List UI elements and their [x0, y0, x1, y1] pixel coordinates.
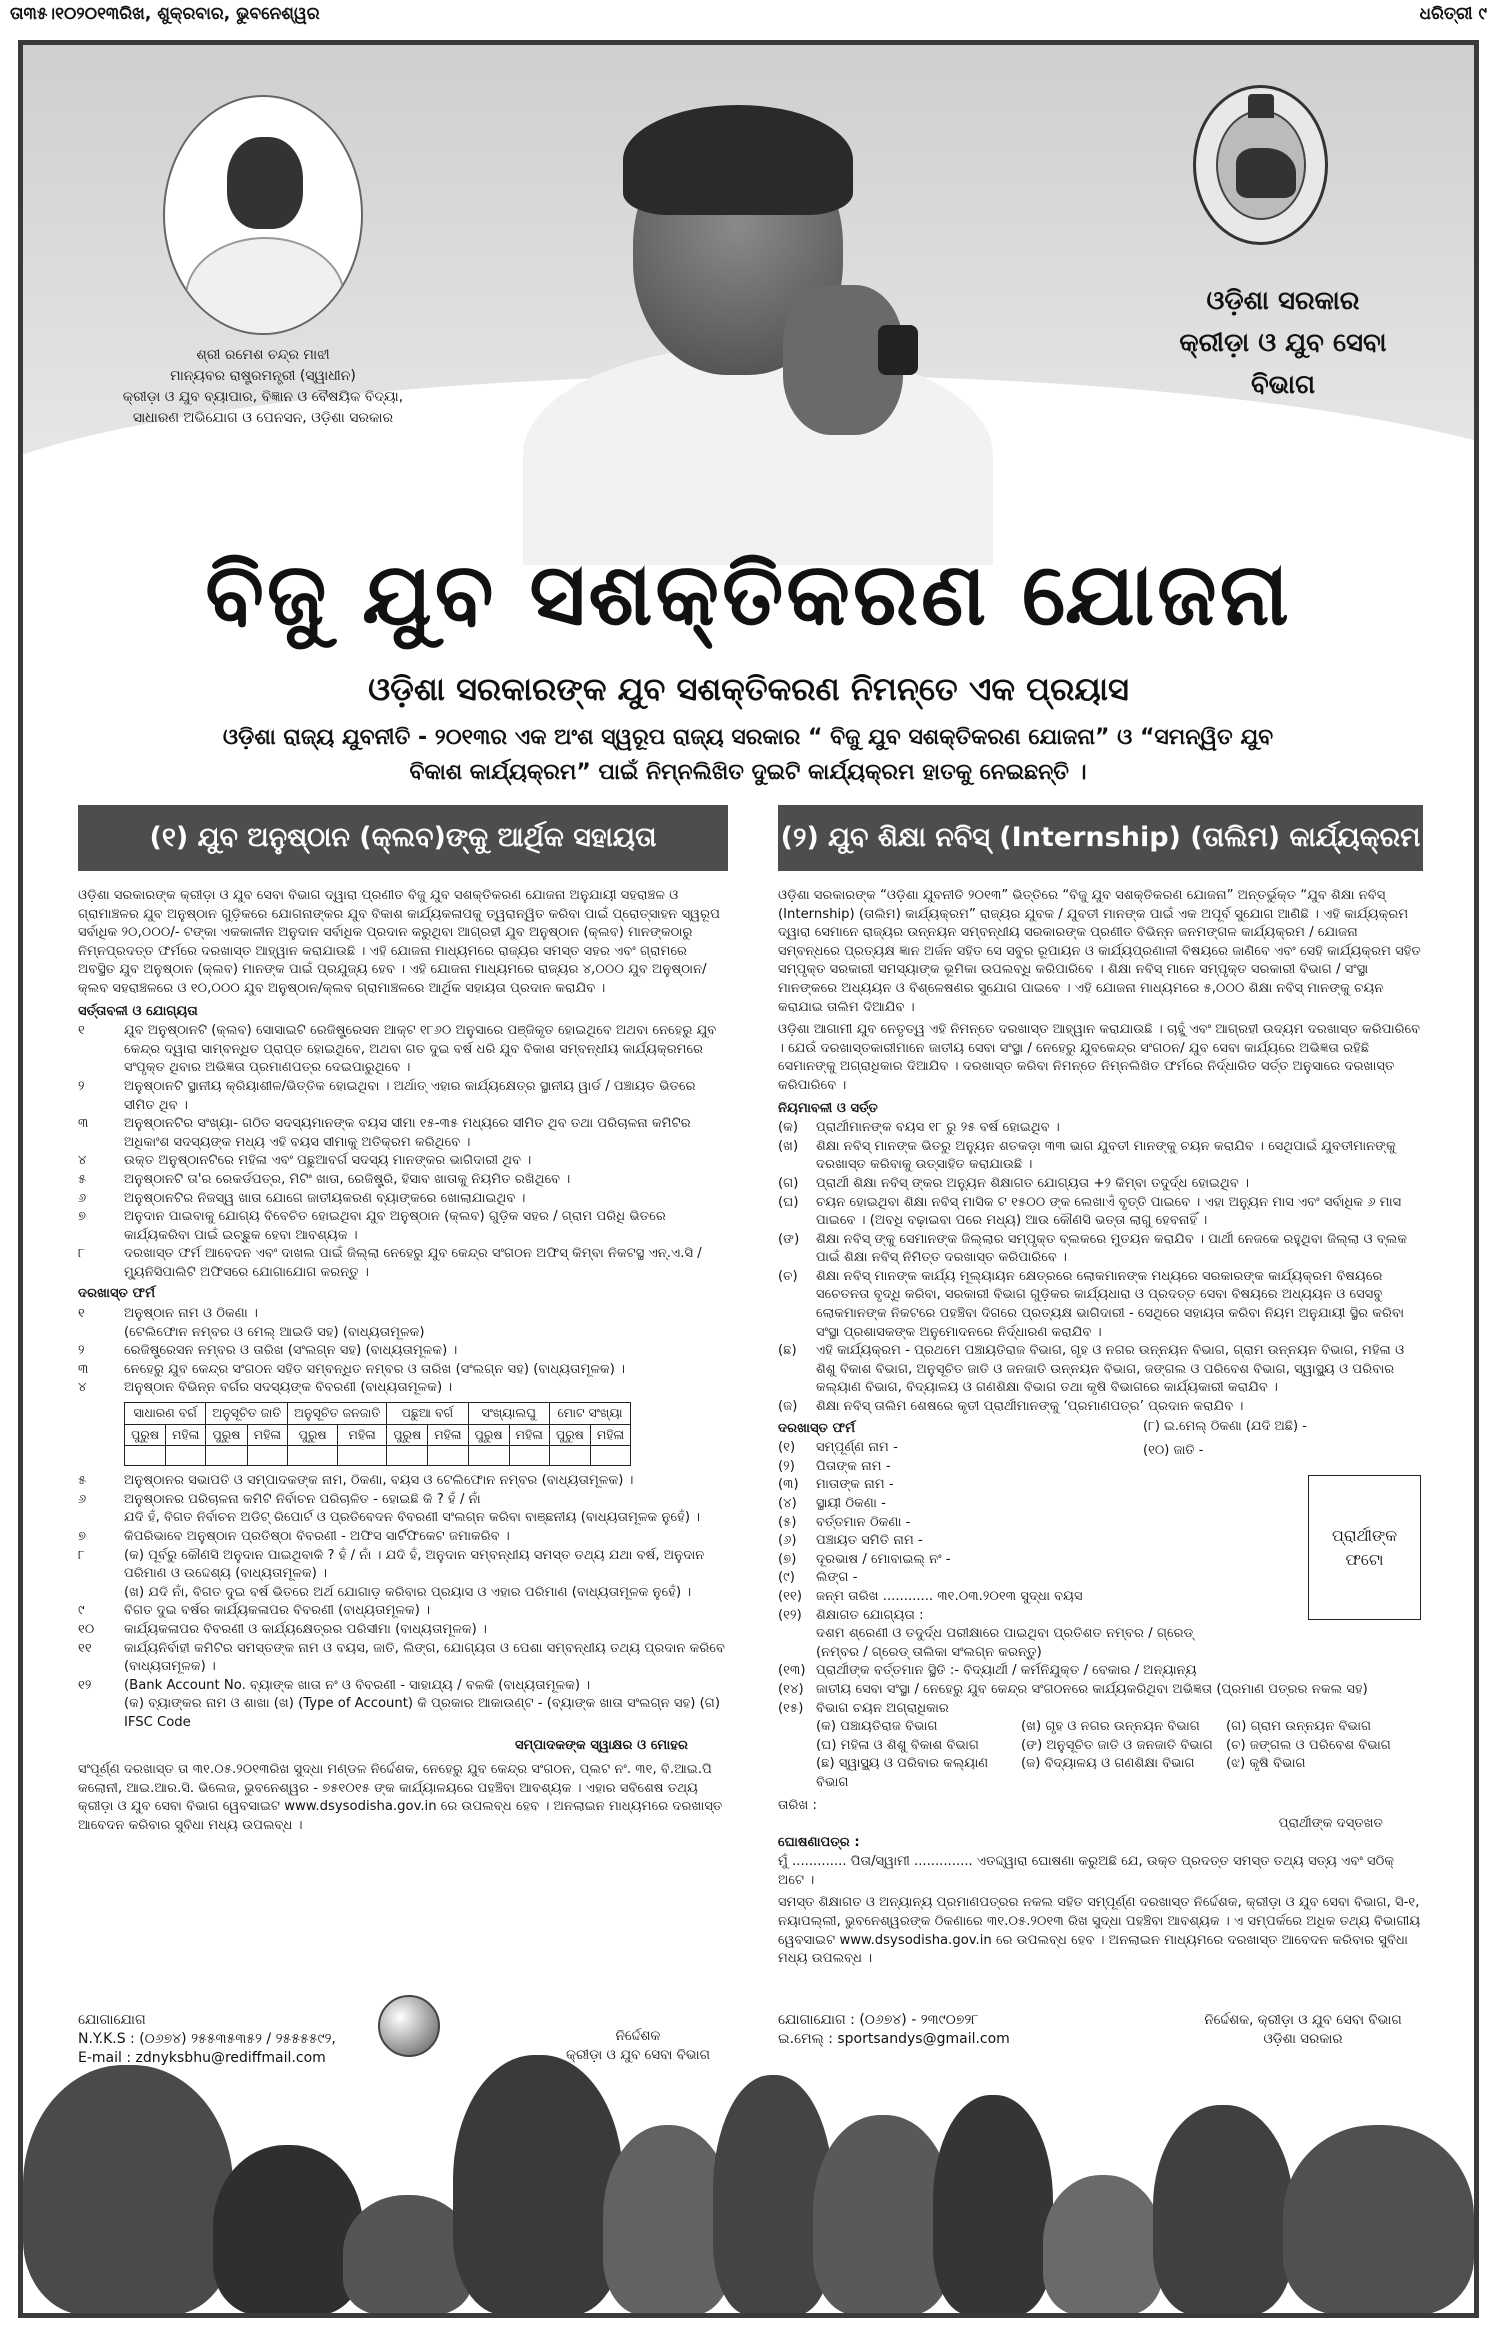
- item-text: ଶିକ୍ଷା ନବିସ୍ ଙ୍କୁ ସେମାନଙ୍କ ଜିଲ୍ଲାର ସମ୍ପୃକ୍ତ ବ୍ଲକରେ ମୁତୟନ କରାଯିବ । ପାର୍ଥୀ ନେଜକେ ରହୁଥିବା ଜିଲ୍ଲା ଓ ବ୍ଲକ ପାଇଁ ଶିକ୍ଷା ନବିସ୍ ନିମିତ୍ତ ଦରଖାସ୍ତ କରିପାରିବେ ।: [816, 1231, 1408, 1266]
- item-text: ଦରଖାସ୍ତ ଫର୍ମ ଆବେଦନ ଏବଂ ଦାଖଲ ପାଇଁ ଜିଲ୍ଲା ନେହେରୁ ଯୁବ କେନ୍ଦ୍ର ସଂଗଠନ ଅଫିସ୍ କିମ୍ବା ନିକଟସ୍ଥ ଏନ୍.ଏ.ସି / ମ୍ୟୁନିସିପାଲିଟି ଅଫିସରେ ଯୋଗାଯୋଗ କରନ୍ତୁ ।: [124, 1246, 702, 1280]
- conditions-list: [78, 1022, 728, 1282]
- scheme-subtitle: ଓଡ଼ିଶା ସରକାରଙ୍କ ଯୁବ ସଶକ୍ତିକରଣ ନିମନ୍ତେ ଏକ ପ୍ରୟାସ: [368, 670, 1129, 708]
- form-item: [78, 1361, 728, 1380]
- odisha-emblem-icon: [1193, 85, 1328, 245]
- item-text: ଶିକ୍ଷା ନବିସ୍ ମାନଙ୍କ କାର୍ଯ୍ୟ ମୂଲ୍ୟାୟନ କ୍ଷେତ୍ରରେ ଲୋକମାନଙ୍କ ମଧ୍ୟରେ ସରକାରଙ୍କ କାର୍ଯ୍ୟକ୍ରମ ବିଷୟରେ ସଚେତନତା ବୃଦ୍ଧି କରିବା, ସରକାରୀ ବିଭାଗ ଗୁଡ଼ିକର କାର୍ଯ୍ୟଧାରା ଓ ପ୍ରଦତ୍ତ ସେବା ବିଷୟରେ ଅଧ୍ୟୟନ ଓ ସେସବୁ ଲୋକମାନଙ୍କ ନିକଟରେ ପହଞ୍ଚିବା ଦିଗରେ ପ୍ରତ୍ୟକ୍ଷ ଭାଗିଦାରୀ - ସେଥିରେ ସହାୟତା କରିବା ନିୟମ ଅନୁଯାୟୀ ସ୍ଥିର କରିବା ସଂସ୍ଥା ପ୍ରଶାସକଙ୍କ ଅନୁମୋଦନରେ ନିର୍ଦ୍ଧାରଣ କରାଯିବ ।: [816, 1268, 1405, 1340]
- item-number: ୭: [78, 1209, 87, 1225]
- newspaper-page-label: ଧରିତ୍ରୀ ୯: [1419, 4, 1487, 24]
- photo-label-1: ପ୍ରାର୍ଥୀଙ୍କ: [1331, 1525, 1398, 1545]
- contact-phone-2: ଯୋଗାଯୋଗ : (୦୬୭୪) - ୨୩୯୦୭୨୮: [778, 2012, 979, 2028]
- form-field: [778, 1681, 1423, 1700]
- newspaper-header: [0, 0, 1497, 28]
- table-cell: [288, 1446, 338, 1466]
- item-text: ଲିଙ୍ଗ -: [816, 1570, 858, 1586]
- item-text: ଦୂରଭାଷ / ମୋବାଇଲ୍ ନଂ -: [816, 1551, 951, 1567]
- item-text: ନେହେରୁ ଯୁବ କେନ୍ଦ୍ର ସଂଗଠନ ସହିତ ସମ୍ବନ୍ଧିତ ନମ୍ବର ଓ ତାରିଖ (ସଂଲଗ୍ନ ସହ) (ବାଧ୍ୟତାମୂଳକ) ।: [124, 1361, 626, 1377]
- form-item: [78, 1509, 728, 1528]
- item-number: ୧୦: [78, 1621, 95, 1637]
- item-number: (ଚ): [778, 1268, 798, 1284]
- form-field: [778, 1625, 1423, 1644]
- form-item: [78, 1547, 728, 1584]
- form-field: [778, 1458, 1423, 1477]
- item-text: ପିତାଙ୍କ ନାମ -: [816, 1458, 891, 1474]
- declaration-text: ମୁଁ ............. ପିତା/ସ୍ୱାମୀ .............. ଏତଦ୍ଦ୍ୱାରା ଘୋଷଣା କରୁଅଛି ଯେ, ଉକ୍ତ ପ୍ରଦତ୍ତ ସମସ୍ତ ତଥ୍ୟ ସତ୍ୟ ଏବଂ ସଠିକ୍ ଅଟେ ।: [778, 1854, 1395, 1888]
- form-item: [78, 1305, 728, 1324]
- table-subheader-male: ପୁରୁଷ: [468, 1424, 509, 1446]
- item-number: (ଗ): [778, 1175, 799, 1191]
- youth-photo-collage: [23, 1995, 1474, 2313]
- item-number: ୩: [78, 1116, 89, 1132]
- item-number: [78, 1584, 124, 1603]
- government-line-1: ଓଡ଼ିଶା ସରକାର: [1206, 286, 1360, 316]
- item-number: ୪: [78, 1380, 87, 1396]
- item-number: ୬: [78, 1491, 87, 1507]
- item-number: (ଙ): [778, 1231, 800, 1247]
- form-item: [78, 1491, 728, 1510]
- item-number: [778, 1625, 816, 1644]
- condition-item: [78, 1078, 728, 1115]
- form-item: [78, 1584, 728, 1603]
- item-number: (ଘ): [778, 1194, 799, 1210]
- section-2-heading: (୨) ଯୁବ ଶିକ୍ଷା ନବିସ୍ (Internship) (ତାଲିମ) କାର୍ଯ୍ୟକ୍ରମ: [778, 805, 1423, 871]
- form-field: [778, 1644, 1423, 1663]
- youth-photo: [1043, 2175, 1163, 2315]
- item-number: ୮: [78, 1246, 85, 1262]
- scheme-title: ବିଜୁ ଯୁବ ସଶକ୍ତିକରଣ ଯୋଜନା: [205, 545, 1292, 645]
- department-option: (ଚ) ଜଙ୍ଗଲ ଓ ପରିବେଶ ବିଭାଗ: [1226, 1737, 1391, 1753]
- item-text: ବର୍ତ୍ତମାନ ଠିକଣା -: [816, 1514, 911, 1530]
- youth-photo: [1153, 2105, 1293, 2315]
- department-option: (ଘ) ମହିଳା ଓ ଶିଶୁ ବିକାଶ ବିଭାଗ: [816, 1737, 979, 1753]
- contact-label: ଯୋଗାଯୋଗ: [78, 2012, 146, 2028]
- table-cell: [125, 1446, 166, 1466]
- form-item: [78, 1324, 728, 1343]
- item-text: କିପରିଭାବେ ଅନୁଷ୍ଠାନ ପ୍ରତିଷ୍ଠା ବିବରଣୀ - ଅଫିସ ସାର୍ଟିଫିକେଟ ଜମାକରିବ ।: [124, 1529, 510, 1544]
- item-text: ଶିକ୍ଷାଗତ ଯୋଗ୍ୟତା :: [816, 1607, 924, 1623]
- form-field: [778, 1662, 1423, 1681]
- form-item: [78, 1621, 728, 1640]
- section-2-footer: ସମସ୍ତ ଶିକ୍ଷାଗତ ଓ ଅନ୍ୟାନ୍ୟ ପ୍ରମାଣପତ୍ରର ନକଲ ସହିତ ସମ୍ପୂର୍ଣ୍ଣ ଦରଖାସ୍ତ ନିର୍ଦ୍ଦେଶକ, କ୍ରୀଡ଼ା ଓ ଯୁବ ସେବା ବିଭାଗ, ସି-୧, ନୟାପଲ୍ଲୀ, ଭୁବନେଶ୍ୱରଙ୍କ ଠିକଣାରେ ୩୧.୦୫.୨୦୧୩ ରିଖ ସୁଦ୍ଧା ପହଞ୍ଚିବା ଆବଶ୍ୟକ । ଏ ସମ୍ପର୍କରେ ଅଧିକ ତଥ୍ୟ ବିଭାଗୀୟ ୱେବସାଇଟ www.dsysodisha.gov.in ରେ ଉପଲବ୍ଧ ହେବ । ଅନଲାଇନ ମାଧ୍ୟମରେ ଦରଖାସ୍ତ ଆବେଦନ କରିବାର ସୁବିଧା ମଧ୍ୟ ଉପଲବ୍ଧ ।: [778, 1895, 1421, 1967]
- item-text: ଯଦି ହଁ, ବିଗତ ନିର୍ବାଚନ ଅଡିଟ୍ ରିପୋର୍ଟ ଓ ପ୍ରତିବେଦନ ବିବରଣୀ ସଂଲଗ୍ନ କରିବା ବାଞ୍ଛନୀୟ (ବାଧ୍ୟତାମୂଳକ ନୁହେଁ) ।: [124, 1510, 701, 1526]
- item-number: ୪: [78, 1153, 87, 1169]
- section-1-conditions-heading: ସର୍ତ୍ତାବଳୀ ଓ ଯୋଗ୍ୟତା: [78, 1003, 198, 1019]
- table-cell: [549, 1446, 590, 1466]
- item-number: ୭: [78, 1529, 87, 1544]
- form-item: [78, 1695, 728, 1732]
- item-text: ବିଭାଗ ଚୟନ ଅଗ୍ରାଧିକାର: [816, 1700, 949, 1716]
- item-text: ସ୍ଥାୟୀ ଠିକଣା -: [816, 1496, 886, 1511]
- section-1-heading: (୧) ଯୁବ ଅନୁଷ୍ଠାନ (କ୍ଲବ)ଙ୍କୁ ଆର୍ଥିକ ସହାୟତା: [78, 805, 728, 871]
- rule-item: [778, 1194, 1423, 1231]
- item-number: (୫): [778, 1514, 797, 1530]
- item-number: (୨): [778, 1458, 795, 1474]
- table-subheader-female: ମହିଳା: [338, 1424, 387, 1446]
- form-item: [78, 1602, 728, 1621]
- table-group-header: ଅନୁସୂଚିତ ଜନଜାତି: [288, 1403, 387, 1425]
- minister-title: ମାନ୍ୟବର ରାଷ୍ଟ୍ରମନ୍ତ୍ରୀ (ସ୍ୱାଧୀନ): [170, 368, 356, 384]
- item-number: (୧୨): [778, 1607, 802, 1623]
- item-number: ୨: [78, 1078, 85, 1094]
- table-cell: [428, 1446, 468, 1466]
- section-1-form-heading: ଦରଖାସ୍ତ ଫର୍ମ: [78, 1286, 156, 1302]
- item-text: (ଖ) ଯଦି ନାଁ, ବିଗତ ଦୁଇ ବର୍ଷ ଭିତରେ ଅର୍ଥ ଯୋଗାଡ଼ କରିବାର ପ୍ରୟାସ ଓ ଏହାର ପରିମାଣ (ବାଧ୍ୟତାମୂଳକ ନୁହେଁ) ।: [124, 1584, 692, 1600]
- item-number: [78, 1324, 124, 1343]
- item-number: (୧): [778, 1440, 796, 1456]
- form-field: [778, 1700, 1423, 1719]
- signatory-govt-2: ଓଡ଼ିଶା ସରକାର: [1263, 2031, 1343, 2047]
- item-number: [78, 1509, 124, 1528]
- item-number: (୧୪): [778, 1681, 804, 1697]
- table-subheader-female: ମହିଳା: [166, 1424, 206, 1446]
- youth-photo: [453, 2055, 623, 2315]
- declaration-label: ଘୋଷଣାପତ୍ର :: [778, 1834, 860, 1850]
- condition-item: [78, 1171, 728, 1190]
- member-table: [124, 1402, 631, 1466]
- department-option: (କ) ପଞ୍ଚାୟତିରାଜ ବିଭାଗ: [816, 1719, 938, 1735]
- item-number: ୨: [78, 1343, 85, 1359]
- section-1-footer: ସଂପୂର୍ଣ୍ଣ ଦରଖାସ୍ତ ତା ୩୧.୦୫.୨୦୧୩ରିଖ ସୁଦ୍ଧା ମଣ୍ଡଳ ନିର୍ଦ୍ଦେଶକ, ନେହେରୁ ଯୁବ କେନ୍ଦ୍ର ସଂଗଠନ, ପ୍ଲଟ ନଂ. ୩୧, ବି.ଆଇ.ପି କଲୋନୀ, ଆଇ.ଆର.ସି. ଭିଲେଜ, ଭୁବନେଶ୍ୱର - ୭୫୧୦୧୫ ଙ୍କ କାର୍ଯ୍ୟାଳୟରେ ପହଞ୍ଚିବା ଆବଶ୍ୟକ । ଏହାର ସବିଶେଷ ତଥ୍ୟ କ୍ରୀଡ଼ା ଓ ଯୁବ ସେବା ବିଭାଗ ୱେବସାଇଟ www.dsysodisha.gov.in ରେ ଉପଲବ୍ଧ ହେବ । ଅନଲାଇନ ମାଧ୍ୟମରେ ଦରଖାସ୍ତ ଆବେଦନ କରିବାର ସୁବିଧା ମଧ୍ୟ ଉପଲବ୍ଧ ।: [78, 1762, 723, 1833]
- item-text: ଅନୁଷ୍ଠାନ ନାମ ଓ ଠିକଣା ।: [124, 1306, 258, 1322]
- item-number: (୧୩): [778, 1663, 806, 1679]
- youth-photo: [813, 2115, 953, 2315]
- item-text: ବିଗତ ଦୁଇ ବର୍ଷର କାର୍ଯ୍ୟକଳାପର ବିବରଣୀ (ବାଧ୍ୟତାମୂଳକ) ।: [124, 1603, 431, 1619]
- table-group-header: ଅନୁସୂଚିତ ଜାତି: [206, 1403, 288, 1425]
- rule-item: [778, 1268, 1423, 1342]
- item-number: (୪): [778, 1496, 797, 1511]
- minister-photo: [163, 95, 363, 335]
- item-text: ଅନୁଦାନ ପାଇବାକୁ ଯୋଗ୍ୟ ବିବେଚିତ ହୋଇଥିବା ଯୁବ ଅନୁଷ୍ଠାନ (କ୍ଲବ) ଗୁଡ଼ିକ ସହର / ଗ୍ରାମ ପରିଧି ଭିତରେ କାର୍ଯ୍ୟକରିବା ପାଇଁ ଇଚ୍ଛୁକ ହେବା ଆବଶ୍ୟକ ।: [124, 1209, 666, 1243]
- item-number: ୮: [78, 1547, 85, 1563]
- youth-photo: [1283, 2125, 1474, 2315]
- item-number: [778, 1644, 816, 1663]
- hero-banner: [23, 45, 1474, 455]
- table-subheader-female: ମହିଳା: [428, 1424, 468, 1446]
- section-2-rules-heading: ନିୟମାବଳୀ ଓ ସର୍ତ୍ତ: [778, 1100, 878, 1116]
- form-item: [78, 1472, 728, 1491]
- youth-photo: [213, 2145, 363, 2315]
- item-number: (୭): [778, 1551, 797, 1567]
- item-text: ଅନୁଷ୍ଠାନଟି ସ୍ଥାନୀୟ କ୍ରିୟାଶୀଳ/ଭିତ୍ତିକ ହୋଇଥିବା । ଅର୍ଥାତ୍ ଏହାର କାର୍ଯ୍ୟକ୍ଷେତ୍ର ସ୍ଥାନୀୟ ୱାର୍ଡ / ପଞ୍ଚାୟତ ଭିତରେ ସୀମିତ ଥିବ ।: [124, 1078, 696, 1113]
- minister-name: ଶ୍ରୀ ରମେଶ ଚନ୍ଦ୍ର ମାଝୀ: [196, 347, 330, 363]
- table-subheader-female: ମହିଳା: [590, 1424, 630, 1446]
- item-text: ଅନୁଷ୍ଠାନଟି ତା'ର ରେକର୍ଡପତ୍ର, ମିଟିଂ ଖାତା, ରେଜିଷ୍ଟ୍ରି, ହିସାବ ଖାତାକୁ ନିୟମିତ ରଖିଥିବେ ।: [124, 1171, 571, 1187]
- item-text: (କ) ପୂର୍ବରୁ କୌଣସି ଅନୁଦାନ ପାଇଥିବାକି ? ହଁ / ନାଁ । ଯଦି ହଁ, ଅନୁଦାନ ସମ୍ବନ୍ଧୀୟ ସମସ୍ତ ତଥ୍ୟ ଯଥା ବର୍ଷ, ଅନୁଦାନ ପରିମାଣ ଓ ଉଦ୍ଦେଶ୍ୟ (ବାଧ୍ୟତାମୂଳକ) ।: [124, 1547, 705, 1582]
- form-item: [78, 1342, 728, 1361]
- table-cell: [206, 1446, 247, 1466]
- table-cell: [468, 1446, 509, 1466]
- table-subheader-male: ପୁରୁଷ: [125, 1424, 166, 1446]
- item-text: ଜନ୍ମ ତାରିଖ ............ ୩୧.୦୩.୨୦୧୩ ସୁଦ୍ଧା ବୟସ: [816, 1588, 1083, 1604]
- item-text: ଅନୁଷ୍ଠାନର ସଭାପତି ଓ ସମ୍ପାଦକଙ୍କ ନାମ, ଠିକଣା, ବୟସ ଓ ଟେଲିଫୋନ ନମ୍ବର (ବାଧ୍ୟତାମୂଳକ) ।: [124, 1473, 634, 1489]
- table-cell: [590, 1446, 630, 1466]
- signatory-dept: କ୍ରୀଡ଼ା ଓ ଯୁବ ସେବା ବିଭାଗ: [566, 2047, 710, 2063]
- item-text: ଏହି କାର୍ଯ୍ୟକ୍ରମ - ପ୍ରଥମେ ପଞ୍ଚାୟତିରାଜ ବିଭାଗ, ଗୃହ ଓ ନଗର ଉନ୍ନୟନ ବିଭାଗ, ଗ୍ରାମ ଉନ୍ନୟନ ବିଭାଗ, ମହିଳା ଓ ଶିଶୁ ବିକାଶ ବିଭାଗ, ଅନୁସୂଚିତ ଜାତି ଓ ଜନଜାତି ଉନ୍ନୟନ ବିଭାଗ, ଜଙ୍ଗଲ ଓ ପରିବେଶ ବିଭାଗ, ସ୍ୱାସ୍ଥ୍ୟ ଓ ପରିବାର କଲ୍ୟାଣ ବିଭାଗ, ବିଦ୍ୟାଳୟ ଓ ଗଣଶିକ୍ଷା ବିଭାଗ ତଥା କୃଷି ବିଭାଗରେ କାର୍ଯ୍ୟକାରୀ କରାଯିବ ।: [816, 1343, 1405, 1396]
- table-cell: [247, 1446, 288, 1466]
- youth-photo: [933, 2095, 1053, 2315]
- table-subheader-male: ପୁରୁଷ: [288, 1424, 338, 1446]
- form-list-a: [78, 1305, 728, 1398]
- applicant-signature-label: ପ୍ରାର୍ଥୀଙ୍କ ଦସ୍ତଖତ: [1278, 1816, 1383, 1832]
- form-item: [78, 1379, 728, 1398]
- minister-dept-1: କ୍ରୀଡ଼ା ଓ ଯୁବ ବ୍ୟାପାର, ବିଜ୍ଞାନ ଓ ବୈଷୟିକ ବିଦ୍ୟା,: [122, 389, 404, 405]
- rule-item: [778, 1398, 1423, 1417]
- item-number: ୩: [78, 1361, 89, 1377]
- item-text: ଅନୁଷ୍ଠାନ ବିଭିନ୍ନ ବର୍ଗର ସଦସ୍ୟଙ୍କ ବିବରଣୀ (ବାଧ୍ୟତାମୂଳକ) ।: [124, 1380, 453, 1396]
- item-text: (ଟେଲିଫୋନ ନମ୍ବର ଓ ମେଲ୍ ଆଇଡି ସହ) (ବାଧ୍ୟତାମୂଳକ): [124, 1324, 425, 1340]
- item-number: ୧: [78, 1306, 85, 1322]
- table-subheader-female: ମହିଳା: [247, 1424, 288, 1446]
- form-item: [78, 1640, 728, 1677]
- condition-item: [78, 1208, 728, 1245]
- item-number: (୩): [778, 1477, 799, 1493]
- applicant-photo-box: [1308, 1475, 1421, 1620]
- item-text: ଅନୁଷ୍ଠାନଟିର ନିଜସ୍ୱ ଖାତା ଯୋଗେ ଜାତୀୟକରଣ ବ୍ୟାଙ୍କରେ ଖୋଲାଯାଇଥିବ ।: [124, 1190, 526, 1206]
- rules-list: [778, 1119, 1423, 1417]
- contact-phone: N.Y.K.S : (୦୬୭୪) ୨୫୫୩୫୩୫୨ / ୨୫୫୫୫୯୨,: [78, 2031, 336, 2047]
- item-number: (୧୫): [778, 1700, 804, 1716]
- table-cell: [509, 1446, 549, 1466]
- item-number: ୫: [78, 1171, 87, 1187]
- table-subheader-male: ପୁରୁଷ: [206, 1424, 247, 1446]
- item-number: ୧: [78, 1023, 85, 1039]
- item-text: ଅନୁଷ୍ଠାନର ପରିଚାଳନା କମିଟି ନିର୍ବାଚନ ପରିଚାଳିତ - ହୋଇଛି କି ? ହଁ / ନାଁ: [124, 1491, 481, 1507]
- chief-minister-photo: [483, 85, 1043, 535]
- secretary-signature-note: ସମ୍ପାଦକଙ୍କ ସ୍ୱାକ୍ଷର ଓ ମୋହର: [514, 1737, 688, 1753]
- table-cell: [387, 1446, 428, 1466]
- department-option: (ଙ) ଅନୁସୂଚିତ ଜାତି ଓ ଜନଜାତି ବିଭାଗ: [1021, 1737, 1213, 1753]
- item-number: (୯): [778, 1570, 795, 1586]
- item-number: (ଖ): [778, 1138, 799, 1154]
- item-text: (କ) ବ୍ୟାଙ୍କର ନାମ ଓ ଶାଖା (ଖ) (Type of Account) କି ପ୍ରକାର ଆକାଉଣ୍ଟ - (ବ୍ୟାଙ୍କ ଖାତା ସଂଲଗ୍ନ ସହ) (ଗ) IFSC Code: [124, 1696, 721, 1730]
- item-number: ୧୧: [78, 1640, 92, 1656]
- item-text: (Bank Account No. ବ୍ୟାଙ୍କ ଖାତା ନଂ ଓ ବିବରଣୀ - ସାହାଯ୍ୟ / ବଳକି (ବାଧ୍ୟତାମୂଳକ) ।: [124, 1677, 591, 1693]
- scheme-intro: ଓଡ଼ିଶା ରାଜ୍ୟ ଯୁବନୀତି - ୨୦୧୩ର ଏକ ଅଂଶ ସ୍ୱରୂପ ରାଜ୍ୟ ସରକାର “ ବିଜୁ ଯୁବ ସଶକ୍ତିକରଣ ଯୋଜନା” ଓ “ସମନ୍ୱିତ ଯୁବ ବିକାଶ କାର୍ଯ୍ୟକ୍ରମ” ପାଇଁ ନିମ୍ନଲିଖିତ ଦୁଇଟି କାର୍ଯ୍ୟକ୍ରମ ହାତକୁ ନେଇଛନ୍ତି ।: [222, 725, 1274, 785]
- advertisement: [18, 40, 1479, 2318]
- item-text: ଶିକ୍ଷା ନବିସ୍ ମାନଙ୍କ ଭିତରୁ ଅନ୍ୟୁନ ଶତକଡ଼ା ୩୩ ଭାଗ ଯୁବତୀ ମାନଙ୍କୁ ଚୟନ କରାଯିବ । ସେଥିପାଇଁ ଯୁବତୀମାନଙ୍କୁ ଦରଖାସ୍ତ କରିବାକୁ ଉତ୍ସାହିତ କରାଯାଉଛି ।: [816, 1138, 1396, 1173]
- item-number: ୯: [78, 1603, 85, 1619]
- item-text: ଅନୁଷ୍ଠାନଟିର ସଂଖ୍ୟା- ଗଠିତ ସଦସ୍ୟମାନଙ୍କ ବୟସ ସୀମା ୧୫-୩୫ ମଧ୍ୟରେ ସୀମିତ ଥିବ ତଥା ପରିଚାଳନା କମିଟିର ଅଧିକାଂଶ ସଦସ୍ୟଙ୍କ ମଧ୍ୟ ଏହି ବୟସ ସୀମାକୁ ଅତିକ୍ରମ କରିଥିବେ ।: [124, 1116, 691, 1150]
- item-text: ମାତାଙ୍କ ନାମ -: [816, 1477, 894, 1493]
- rule-item: [778, 1231, 1423, 1268]
- item-text: (ନମ୍ବର / ଗ୍ରେଡ୍ ତାଲିକା ସଂଲଗ୍ନ କରନ୍ତୁ): [816, 1644, 1042, 1660]
- department-option: (ଗ) ଗ୍ରାମ ଉନ୍ନୟନ ବିଭାଗ: [1226, 1719, 1372, 1735]
- table-group-header: ସାଧାରଣ ବର୍ଗ: [125, 1403, 206, 1425]
- item-text: ପ୍ରାର୍ଥୀଙ୍କ ବର୍ତ୍ତମାନ ସ୍ଥିତି :- ବିଦ୍ୟାର୍ଥୀ / କର୍ମନିଯୁକ୍ତ / ବେକାର / ଅନ୍ୟାନ୍ୟ: [816, 1663, 1197, 1679]
- item-text: ପ୍ରାର୍ଥୀ ଶିକ୍ଷା ନବିସ୍ ଙ୍କର ଅନ୍ୟୁନ ଶିକ୍ଷାଗତ ଯୋଗ୍ୟତା +୨ କିମ୍ବା ତଦୁର୍ଦ୍ଧ ହୋଇଥିବ ।: [816, 1175, 1250, 1191]
- item-text: ଯୁବ ଅନୁଷ୍ଠାନଟି (କ୍ଲବ) ସୋସାଇଟି ରେଜିଷ୍ଟ୍ରେସନ ଆକ୍ଟ ୧୮୬୦ ଅନୁସାରେ ପଞ୍ଜିକୃତ ହୋଇଥିବେ ଅଥବା ନେହେରୁ ଯୁବ କେନ୍ଦ୍ର ଦ୍ୱାରା ସାମ୍ବନ୍ଧିତ ପ୍ରାପ୍ତ ହୋଇଥିବେ, ଅଥବା ଗତ ଦୁଇ ବର୍ଷ ଧରି ଯୁବ ବିକାଶ ସମ୍ବନ୍ଧୀୟ କାର୍ଯ୍ୟକ୍ରମରେ ସଂପୃକ୍ତ ଥିବାର ଅଭିଜ୍ଞତା ପ୍ରମାଣପତ୍ର ଦେଇପାରୁଥିବେ ।: [124, 1023, 717, 1076]
- department-option: (ଛ) ସ୍ୱାସ୍ଥ୍ୟ ଓ ପରିବାର କଲ୍ୟାଣ ବିଭାଗ: [816, 1756, 989, 1790]
- item-text: କାର୍ଯ୍ୟନିର୍ବାହୀ କମିଟିର ସମସ୍ତଙ୍କ ନାମ ଓ ବୟସ, ଜାତି, ଲିଙ୍ଗ, ଯୋଗ୍ୟତା ଓ ପେଶା ସମ୍ବନ୍ଧୀୟ ତଥ୍ୟ ପ୍ରଦାନ କରିବେ (ବାଧ୍ୟତାମୂଳକ) ।: [124, 1640, 726, 1675]
- newspaper-dateline: ତା୩୫।୧୦୨୦୧୩ରିଖ, ଶୁକ୍ରବାର, ଭୁବନେଶ୍ୱର: [10, 4, 320, 24]
- photo-label-2: ଫଟୋ: [1345, 1549, 1384, 1569]
- minister-dept-2: ସାଧାରଣ ଅଭିଯୋଗ ଓ ପେନସନ, ଓଡ଼ିଶା ସରକାର: [132, 410, 394, 426]
- form-item: [78, 1677, 728, 1696]
- section-2-form-heading: ଦରଖାସ୍ତ ଫର୍ମ: [778, 1420, 856, 1436]
- table-group-header: ପଛୁଆ ବର୍ଗ: [387, 1403, 468, 1425]
- item-number: (କ): [778, 1120, 799, 1136]
- date-label: ତାରିଖ :: [778, 1797, 817, 1813]
- rule-item: [778, 1119, 1423, 1138]
- caste-field-label: (୧୦) ଜାତି -: [1143, 1443, 1204, 1458]
- item-text: ଉକ୍ତ ଅନୁଷ୍ଠାନଟିରେ ମହିଳା ଏବଂ ପଛୁଆବର୍ଗ ସଦସ୍ୟ ମାନଙ୍କର ଭାଗିଦାରୀ ଥିବ ।: [124, 1153, 532, 1169]
- table-subheader-female: ମହିଳା: [509, 1424, 549, 1446]
- form-item: [78, 1528, 728, 1547]
- email-field-label: (୮) ଇ.ମେଲ୍ ଠିକଣା (ଯଦି ଅଛି) -: [1143, 1419, 1307, 1434]
- department-option: (ଜ) ବିଦ୍ୟାଳୟ ଓ ଗଣଶିକ୍ଷା ବିଭାଗ: [1021, 1756, 1195, 1772]
- item-text: ଜାତୀୟ ସେବା ସଂସ୍ଥା / ନେହେରୁ ଯୁବ କେନ୍ଦ୍ର ସଂଗଠନରେ କାର୍ଯ୍ୟକରିଥିବା ଅଭିଜ୍ଞତା (ପ୍ରମାଣ ପତ୍ରର ନକଲ ସହ): [816, 1681, 1368, 1697]
- item-number: ୬: [78, 1190, 87, 1206]
- condition-item: [78, 1245, 728, 1282]
- table-subheader-male: ପୁରୁଷ: [549, 1424, 590, 1446]
- minister-caption: [83, 345, 443, 429]
- section-2-intro-2: ଓଡ଼ିଶା ଆଗାମୀ ଯୁବ ନେତୃତ୍ୱ ଏହି ନିମନ୍ତେ ଦରଖାସ୍ତ ଆହ୍ୱାନ କରାଯାଉଛି । ଚାହୁଁ ଏବଂ ଆଗ୍ରହୀ ଉଦ୍ୟମ ଦରଖାସ୍ତ କରିପାରିବେ । ଯେଉଁ ଦରଖାସ୍ତକାରୀମାନେ ଜାତୀୟ ସେବା ସଂସ୍ଥା / ନେହେରୁ ଯୁବକେନ୍ଦ୍ର ସଂଗଠନ/ ଯୁବ ସେବା କାର୍ଯ୍ୟରେ ଅଭିଜ୍ଞତା ରହିଛି ସେମାନଙ୍କୁ ଅଗ୍ରାଧିକାର ଦିଆଯିବ । ଦରଖାସ୍ତ କରିବା ନିମନ୍ତେ ନିମ୍ନଲିଖିତ ଫର୍ମରେ ନିର୍ଦ୍ଧାରିତ ସର୍ତ୍ତ ଅନୁସାରେ ଦରଖାସ୍ତ କରିପାରିବେ ।: [778, 1022, 1421, 1093]
- contact-email-2: ଇ.ମେଲ୍ : sportsandys@gmail.com: [778, 2031, 1010, 2047]
- table-group-header: ମୋଟ ସଂଖ୍ୟା: [549, 1403, 630, 1425]
- item-number: ୫: [78, 1473, 87, 1489]
- item-number: ୧୨: [78, 1677, 92, 1693]
- item-number: (ଜ): [778, 1399, 798, 1415]
- item-text: କାର୍ଯ୍ୟକଳାପର ବିବରଣୀ ଓ କାର୍ଯ୍ୟକ୍ଷେତ୍ରର ପରିସୀମା (ବାଧ୍ୟତାମୂଳକ) ।: [124, 1621, 487, 1637]
- contact-email: E-mail : zdnyksbhu@rediffmail.com: [78, 2050, 326, 2066]
- item-number: (ଛ): [778, 1343, 797, 1359]
- item-number: (୧୧): [778, 1588, 803, 1604]
- item-text: ଦଶମ ଶ୍ରେଣୀ ଓ ତଦୁର୍ଦ୍ଧ ପରୀକ୍ଷାରେ ପାଇଥିବା ପ୍ରତିଶତ ନମ୍ବର / ଗ୍ରେଡ୍: [816, 1626, 1194, 1642]
- condition-item: [78, 1022, 728, 1078]
- form-list-b: [78, 1472, 728, 1732]
- department-option: (ଖ) ଗୃହ ଓ ନଗର ଉନ୍ନୟନ ବିଭାଗ: [1021, 1719, 1200, 1735]
- section-2-intro-1: ଓଡ଼ିଶା ସରକାରଙ୍କ “ଓଡ଼ିଶା ଯୁବନୀତି ୨୦୧୩” ଭିତ୍ତିରେ “ବିଜୁ ଯୁବ ସଶକ୍ତିକରଣ ଯୋଜନା” ଅନ୍ତର୍ଭୁକ୍ତ “ଯୁବ ଶିକ୍ଷା ନବିସ୍ (Internship) (ତାଲିମ) କାର୍ଯ୍ୟକ୍ରମ” ରାଜ୍ୟର ଯୁବକ / ଯୁବତୀ ମାନଙ୍କ ପାଇଁ ଏକ ଅପୂର୍ବ ସୁଯୋଗ ଆଣିଛି । ଏହି କାର୍ଯ୍ୟକ୍ରମ ଦ୍ୱାରା ସେମାନେ ରାଜ୍ୟର ଉନ୍ନୟନ ସମ୍ବନ୍ଧୀୟ ସରକାରଙ୍କ ପ୍ରଣୀତ ବିଭିନ୍ନ ଜନମଙ୍ଗଳ କାର୍ଯ୍ୟକ୍ରମ / ଯୋଜନା ସମ୍ବନ୍ଧରେ ପ୍ରତ୍ୟକ୍ଷ ଜ୍ଞାନ ଅର୍ଜନ ସହିତ ସେ ସବୁର ରୂପାୟନ ଓ କାର୍ଯ୍ୟପ୍ରଣାଳୀ ବିଷୟରେ ଜାଣିବେ ଏବଂ ସେହି କାର୍ଯ୍ୟକ୍ରମ ସହିତ ସମ୍ପୃକ୍ତ ସରକାରୀ ସମସ୍ୟାଙ୍କ ଭୂମିକା ଉପଲବ୍ଧି କରିପାରିବେ । ଶିକ୍ଷା ନବିସ୍ ମାନେ ସମ୍ପୃକ୍ତ ସରକାରୀ ବିଭାଗ / ସଂସ୍ଥା ମାନଙ୍କରେ ଅଧ୍ୟୟନ ଓ ବିଶ୍ଳେଷଣର ସୁଯୋଗ ପାଇବେ । ଏହି ଯୋଜନା ମାଧ୍ୟମରେ ୫,୦୦୦ ଶିକ୍ଷା ନବିସ୍ ମାନଙ୍କୁ ଚୟନ କରାଯାଇ ତାଲିମ ଦିଆଯିବ ।: [778, 888, 1421, 1015]
- signatory-title-2: ନିର୍ଦ୍ଦେଶକ, କ୍ରୀଡ଼ା ଓ ଯୁବ ସେବା ବିଭାଗ: [1204, 2012, 1402, 2028]
- table-group-header: ସଂଖ୍ୟାଲଘୁ: [468, 1403, 549, 1425]
- item-text: ପ୍ରାର୍ଥୀମାନଙ୍କ ବୟସ ୧୮ ରୁ ୨୫ ବର୍ଷ ହୋଇଥିବ ।: [816, 1120, 1060, 1136]
- rule-item: [778, 1175, 1423, 1194]
- government-name: [1153, 280, 1413, 406]
- condition-item: [78, 1152, 728, 1171]
- volleyball-icon: [378, 1995, 440, 2057]
- condition-item: [78, 1115, 728, 1152]
- department-choices: [778, 1718, 1423, 1792]
- item-text: ଶିକ୍ଷା ନବିସ୍ ତାଲିମ ଶେଷରେ କୃତୀ ପ୍ରାର୍ଥୀମାନଙ୍କୁ ‘ପ୍ରମାଣପତ୍ର’ ପ୍ରଦାନ କରାଯିବ ।: [816, 1399, 1244, 1415]
- table-cell: [166, 1446, 206, 1466]
- section-1-intro: ଓଡ଼ିଶା ସରକାରଙ୍କ କ୍ରୀଡ଼ା ଓ ଯୁବ ସେବା ବିଭାଗ ଦ୍ୱାରା ପ୍ରଣୀତ ବିଜୁ ଯୁବ ସଶକ୍ତିକରଣ ଯୋଜନା ଅନୁଯାୟୀ ସହରାଞ୍ଚଳ ଓ ଗ୍ରାମାଞ୍ଚଳର ଯୁବ ଅନୁଷ୍ଠାନ ଗୁଡ଼ିକରେ ଯୋଗନାଙ୍କର ଯୁବ ବିକାଶ କାର୍ଯ୍ୟକଳାପକୁ ତ୍ୱରାନ୍ୱିତ କରିବା ପାଇଁ ପ୍ରୋତ୍ସାହନ ସ୍ୱରୂପ ସର୍ବାଧିକ ୨୦,୦୦୦/- ଟଙ୍କା ଏକକାଳୀନ ଅନୁଦାନ ସର୍ବାଧିକ ପ୍ରଦାନ କରୁଥିବା ଆଗ୍ରହୀ ଯୁବ ଅନୁଷ୍ଠାନ (କ୍ଲବ) ମାନଙ୍କଠାରୁ ନିମ୍ନପ୍ରଦତ୍ତ ଫର୍ମରେ ଦରଖାସ୍ତ ଆହ୍ୱାନ କରାଯାଉଛି । ଏହି ଯୋଜନା ମାଧ୍ୟମରେ ରାଜ୍ୟର ସମସ୍ତ ସହର ଏବଂ ଗ୍ରାମରେ ଅବସ୍ଥିତ ଯୁବ ଅନୁଷ୍ଠାନ (କ୍ଲବ) ମାନଙ୍କ ପାଇଁ ପ୍ରଯୁଜ୍ୟ ହେବ । ଏହି ଯୋଜନା ମାଧ୍ୟମରେ ରାଜ୍ୟର ୪,୦୦୦ ଯୁବ ଅନୁଷ୍ଠାନ/କ୍ଲବ ସହରାଞ୍ଚଳରେ ଓ ୧୦,୦୦୦ ଯୁବ ଅନୁଷ୍ଠାନ/କ୍ଲବ ଗ୍ରାମାଞ୍ଚଳରେ ଆର୍ଥିକ ସହାୟତା ପ୍ରଦାନ କରାଯିବ ।: [78, 888, 720, 996]
- youth-photo: [23, 2065, 233, 2315]
- item-number: (୬): [778, 1533, 797, 1549]
- table-cell: [338, 1446, 387, 1466]
- item-text: ପଞ୍ଚାୟତ ସମିତି ନାମ -: [816, 1533, 923, 1549]
- item-number: [78, 1695, 124, 1732]
- rule-item: [778, 1342, 1423, 1398]
- condition-item: [78, 1190, 728, 1209]
- item-text: ସମ୍ପୂର୍ଣ୍ଣ ନାମ -: [816, 1440, 898, 1456]
- item-text: ରେଜିଷ୍ଟ୍ରେସନ ନମ୍ବର ଓ ତାରିଖ (ସଂଲଗ୍ନ ସହ) (ବାଧ୍ୟତାମୂଳକ) ।: [124, 1343, 458, 1359]
- department-option: (ଝ) କୃଷି ବିଭାଗ: [1226, 1756, 1306, 1772]
- rule-item: [778, 1138, 1423, 1175]
- item-text: ଚୟନ ହୋଇଥିବା ଶିକ୍ଷା ନବିସ୍ ମାସିକ ଟ ୧୫୦୦ ଙ୍କ ଲେଖାଏଁ ବୃତ୍ତି ପାଇବେ । ଏହା ଅନ୍ୟୁନ ମାସ ଏବଂ ସର୍ବାଧିକ ୬ ମାସ ପାଇବେ । (ଅବଧି ବଢ଼ାଇବା ପରେ ମଧ୍ୟ) ଆଉ କୌଣସି ଭତ୍ତା ଲାଗୁ ହେବନାହିଁ ।: [816, 1194, 1402, 1229]
- government-line-2: କ୍ରୀଡ଼ା ଓ ଯୁବ ସେବା ବିଭାଗ: [1179, 328, 1387, 400]
- signatory-title: ନିର୍ଦ୍ଦେଶକ: [615, 2028, 661, 2044]
- table-subheader-male: ପୁରୁଷ: [387, 1424, 428, 1446]
- section-1-body: [78, 887, 728, 1840]
